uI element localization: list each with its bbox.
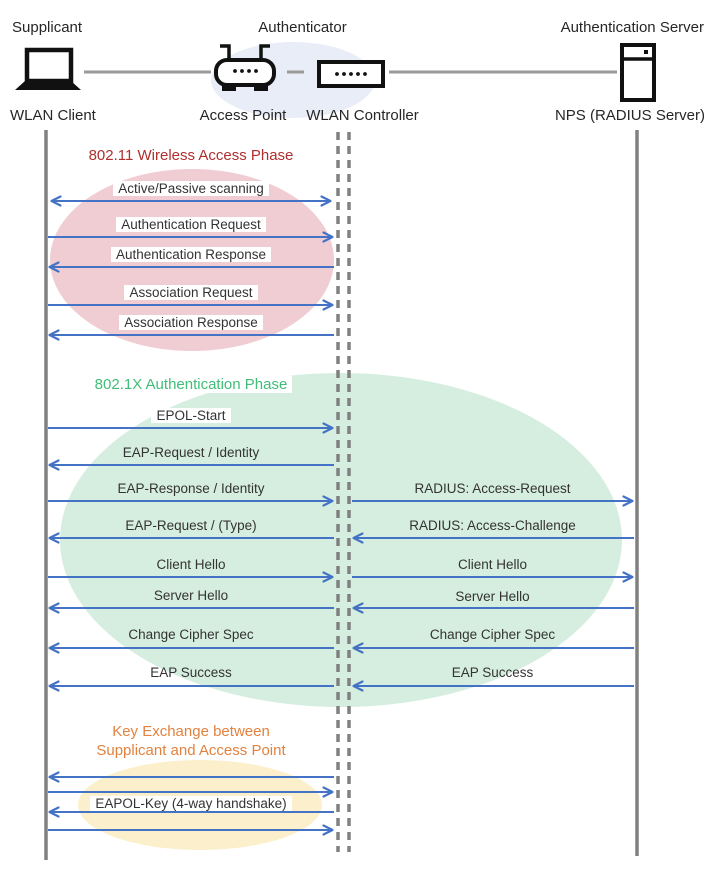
msg-eap-response-identity: EAP-Response / Identity [117, 481, 265, 496]
msg-assoc-response: Association Response [48, 314, 334, 332]
phase3-title-line2: Supplicant and Access Point [96, 742, 286, 759]
msg-eap-request-type: EAP-Request / (Type) [125, 518, 257, 533]
laptop-icon [15, 50, 81, 90]
role-authenticator: Authenticator [258, 19, 347, 36]
msg-access-challenge: RADIUS: Access-Challenge [409, 518, 576, 533]
role-supplicant: Supplicant [12, 19, 83, 36]
msg-server-hello-right: Server Hello [455, 589, 530, 604]
msg-epol-start: EPOL-Start [48, 407, 334, 425]
msg-change-cipher-left: Change Cipher Spec [128, 627, 254, 642]
msg-server-hello-left: Server Hello [153, 588, 229, 603]
msg-change-cipher-right: Change Cipher Spec [429, 627, 556, 642]
node-wlan-client: WLAN Client [10, 107, 96, 124]
server-icon [622, 45, 654, 100]
msg-assoc-request: Association Request [48, 284, 334, 302]
msg-eap-success-right: EAP Success [451, 665, 534, 680]
wlan-controller-icon [319, 62, 383, 86]
msg-client-hello-left: Client Hello [156, 557, 226, 572]
phase1-title: 802.11 Wireless Access Phase [88, 147, 294, 164]
node-wlan-controller: WLAN Controller [306, 107, 419, 124]
msg-auth-response: Authentication Response [48, 246, 334, 264]
msg-eapol-key: EAPOL-Key (4-way handshake) [48, 795, 334, 813]
phase3-title-line1: Key Exchange between [112, 723, 270, 740]
msg-client-hello-right: Client Hello [457, 557, 528, 572]
node-nps: NPS (RADIUS Server) [554, 107, 705, 124]
node-access-point: Access Point [199, 107, 287, 124]
msg-auth-request: Authentication Request [48, 216, 334, 234]
phase2-title: 802.1X Authentication Phase [48, 375, 334, 394]
msg-access-request: RADIUS: Access-Request [414, 481, 571, 496]
msg-eap-success-left: EAP Success [150, 665, 232, 680]
msg-scanning: Active/Passive scanning [48, 180, 334, 198]
msg-eap-request-identity: EAP-Request / Identity [122, 445, 260, 460]
role-auth-server: Authentication Server [560, 19, 704, 36]
